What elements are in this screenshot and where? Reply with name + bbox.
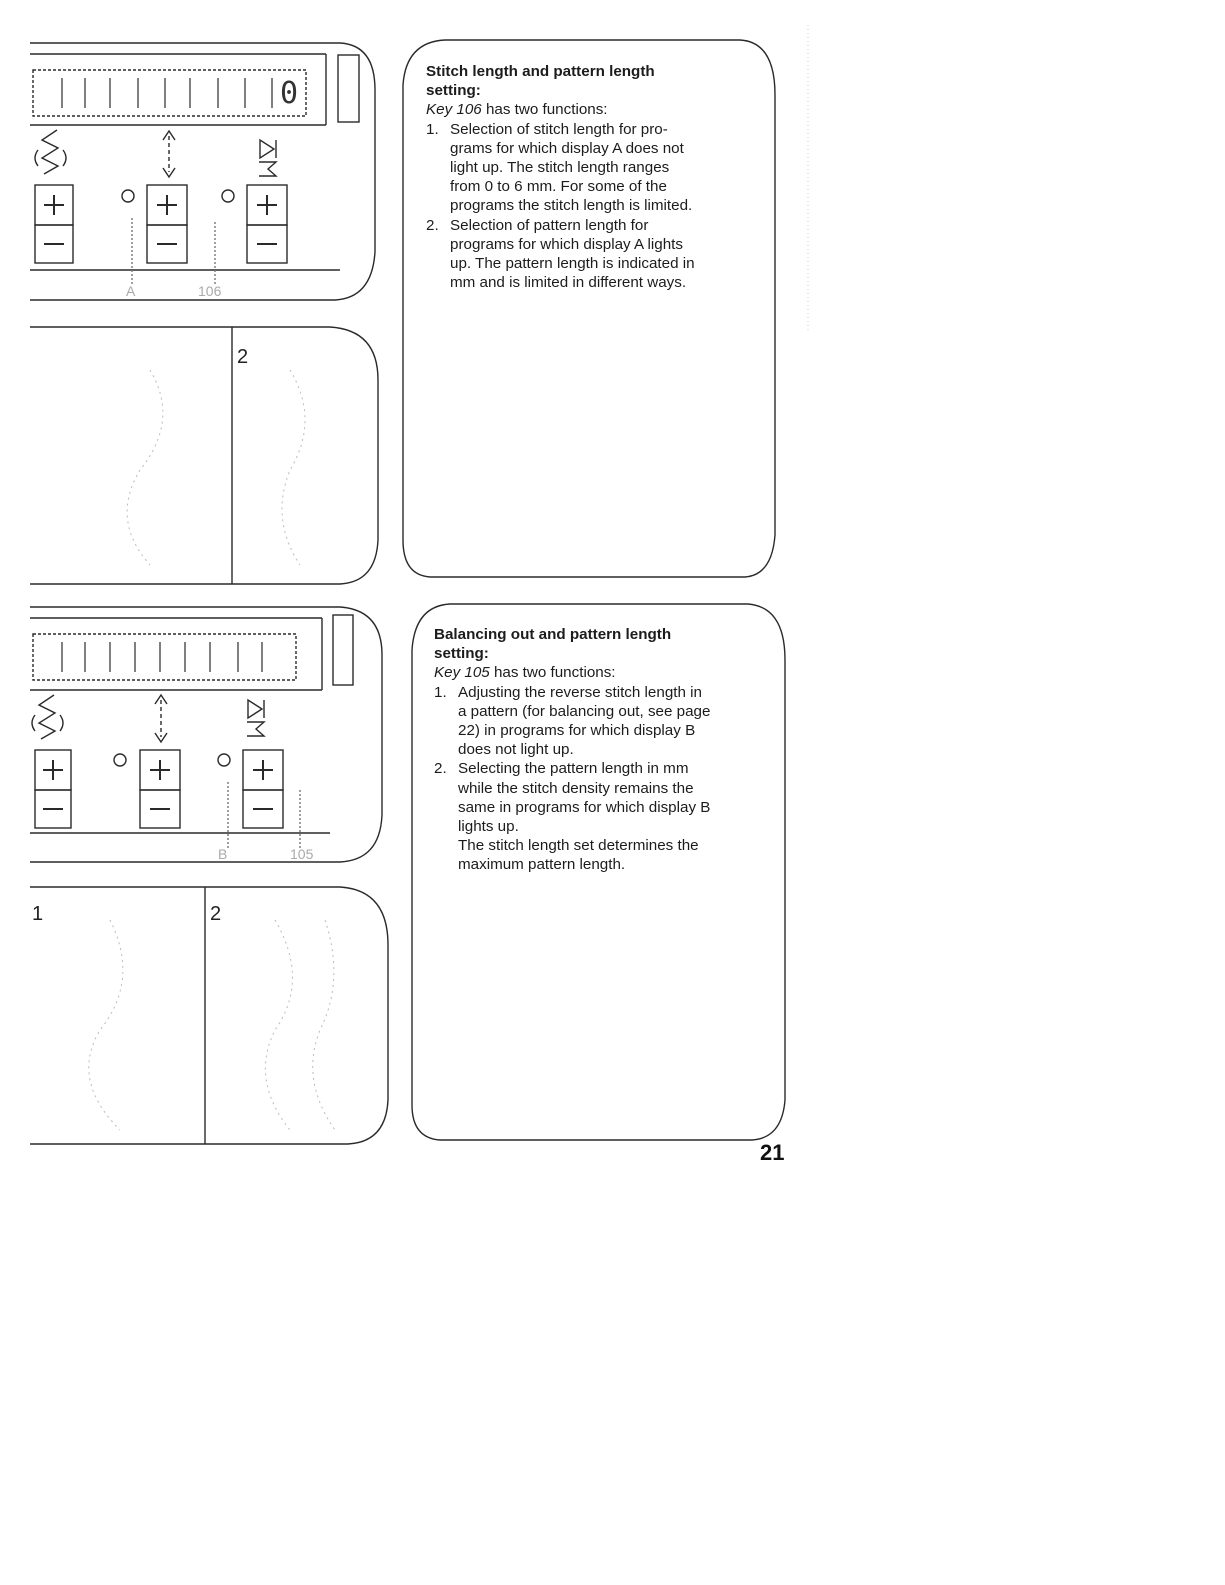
display-digit: 0 <box>280 76 299 111</box>
key-label-105: 105 <box>290 846 314 862</box>
stitch-sample-figure-top <box>30 327 378 584</box>
list-item: 1. Selection of stitch length for pro- grams for which display A does not light up. The stitch length ranges from 0 to 6 mm. For some of the programs the stitch length is limited. <box>426 120 693 215</box>
section-title: Balancing out and pattern length setting: <box>434 626 672 663</box>
stitch-sample-figure-bottom <box>30 887 388 1144</box>
page-number: 21 <box>760 1140 785 1165</box>
control-panel-illustration-bottom <box>30 607 382 862</box>
key-label-106: 106 <box>198 283 222 299</box>
list-item: 2. Selecting the pattern length in mm while the stitch density remains the same in programs for which display B lights up. The stitch length set determines the maximum pattern length. <box>434 760 711 874</box>
key-reference: Key 106 <box>426 101 482 119</box>
display-label-a: A <box>126 283 136 299</box>
key-intro: Key 105 has two functions: <box>434 664 616 682</box>
balancing-out-section <box>434 625 779 875</box>
list-item: 2. Selection of pattern length for programs for which display A lights up. The pattern length is indicated in mm and is limited in different ways. <box>426 216 695 292</box>
function-list <box>434 683 779 875</box>
figure-label-bottom-2: 2 <box>210 903 222 925</box>
control-panel-illustration-top <box>30 43 375 300</box>
section-title: Stitch length and pattern length setting: <box>426 63 655 100</box>
function-list <box>426 120 771 293</box>
figure-label-bottom-1: 1 <box>32 903 44 925</box>
figure-label-top-2: 2 <box>237 346 249 368</box>
key-intro: Key 106 has two functions: <box>426 101 608 119</box>
key-reference: Key 105 <box>434 664 490 682</box>
list-item: 1. Adjusting the reverse stitch length in a pattern (for balancing out, see page 22) in programs for which display B does not light up. <box>434 683 711 759</box>
display-label-b: B <box>218 846 228 862</box>
stitch-length-section <box>426 62 771 292</box>
